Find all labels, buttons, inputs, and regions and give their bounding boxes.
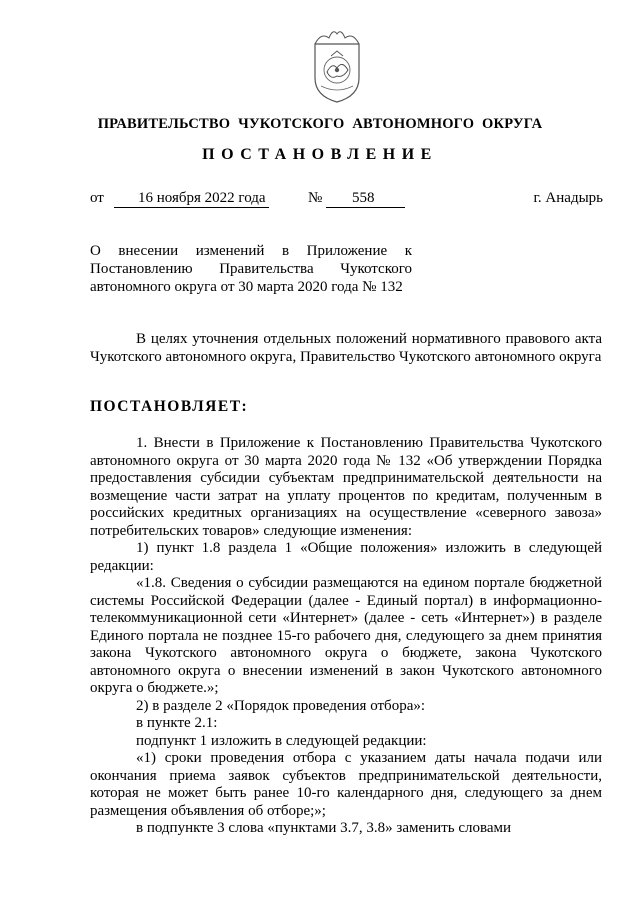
body-paragraph: «1.8. Сведения о субсидии размещаются на едином портале бюджетной системы Российской Федерации (далее - Единый портал) в информационно-телекоммуникационной сети «Интернет» (далее - сеть «Интернет») в разделе Единого портала не позднее 15-го рабочего дня, следующего за днем принятия закона Чукотского автономного округа о бюджете, закона Чукотского автономного округа о внесении изменений в закон Чукотского автономного округа о бюджете.»; xyxy=(90,575,602,696)
body-paragraph: 1. Внести в Приложение к Постановлению Правительства Чукотского автономного округа от 30 марта 2020 года № 132 «Об утверждении Порядка предоставления субсидии субъектам предпринимательской деятельности на возмещение части затрат на уплату процентов по кредитам, полученным в российских кредитных организациях на осуществление «северного завоза» потребительских товаров» следующие изменения: xyxy=(90,435,602,539)
document-meta-row xyxy=(90,190,603,210)
declare-heading: ПОСТАНОВЛЯЕТ: xyxy=(90,398,249,415)
government-title: ПРАВИТЕЛЬСТВО ЧУКОТСКОГО АВТОНОМНОГО ОКРУГА xyxy=(97,116,543,132)
document-number: 558 xyxy=(326,190,405,208)
document-date: 16 ноября 2022 года xyxy=(114,190,269,208)
body-paragraph: в пункте 2.1: xyxy=(136,715,218,731)
body-paragraph: 2) в разделе 2 «Порядок проведения отбора»: xyxy=(136,697,426,714)
preamble-block xyxy=(90,331,602,366)
body-paragraph: в подпункте 3 слова «пунктами 3.7, 3.8» заменить словами xyxy=(136,820,512,836)
body-paragraph: подпункт 1 изложить в следующей редакции: xyxy=(136,732,427,749)
document-body xyxy=(90,435,602,838)
chukotka-coat-of-arms-icon xyxy=(307,26,367,106)
document-type-title: ПОСТАНОВЛЕНИЕ xyxy=(202,146,438,163)
body-paragraph: 1) пункт 1.8 раздела 1 «Общие положения» изложить в следующей редакции: xyxy=(90,540,602,574)
document-city: г. Анадырь xyxy=(533,190,603,206)
subject-line: автономного округа от 30 марта 2020 года № 132 xyxy=(90,279,403,295)
body-paragraph: «1) сроки проведения отбора с указанием даты начала подачи или окончания приема заявок субъектов предпринимательской деятельности, которая не может быть ранее 10-го календарного дня, следующего за днем размещения объявления об отборе;»; xyxy=(90,750,602,819)
number-label: № xyxy=(308,190,323,206)
subject-line: Постановлению Правительства Чукотского xyxy=(90,261,412,277)
date-prefix-label: от xyxy=(90,190,104,206)
subject-line: О внесении изменений в Приложение к xyxy=(90,243,412,259)
document-subject xyxy=(90,242,412,296)
preamble-text: В целях уточнения отдельных положений нормативного правового акта Чукотского автономного округа, Правительство Чукотского автономного округа xyxy=(90,331,602,365)
